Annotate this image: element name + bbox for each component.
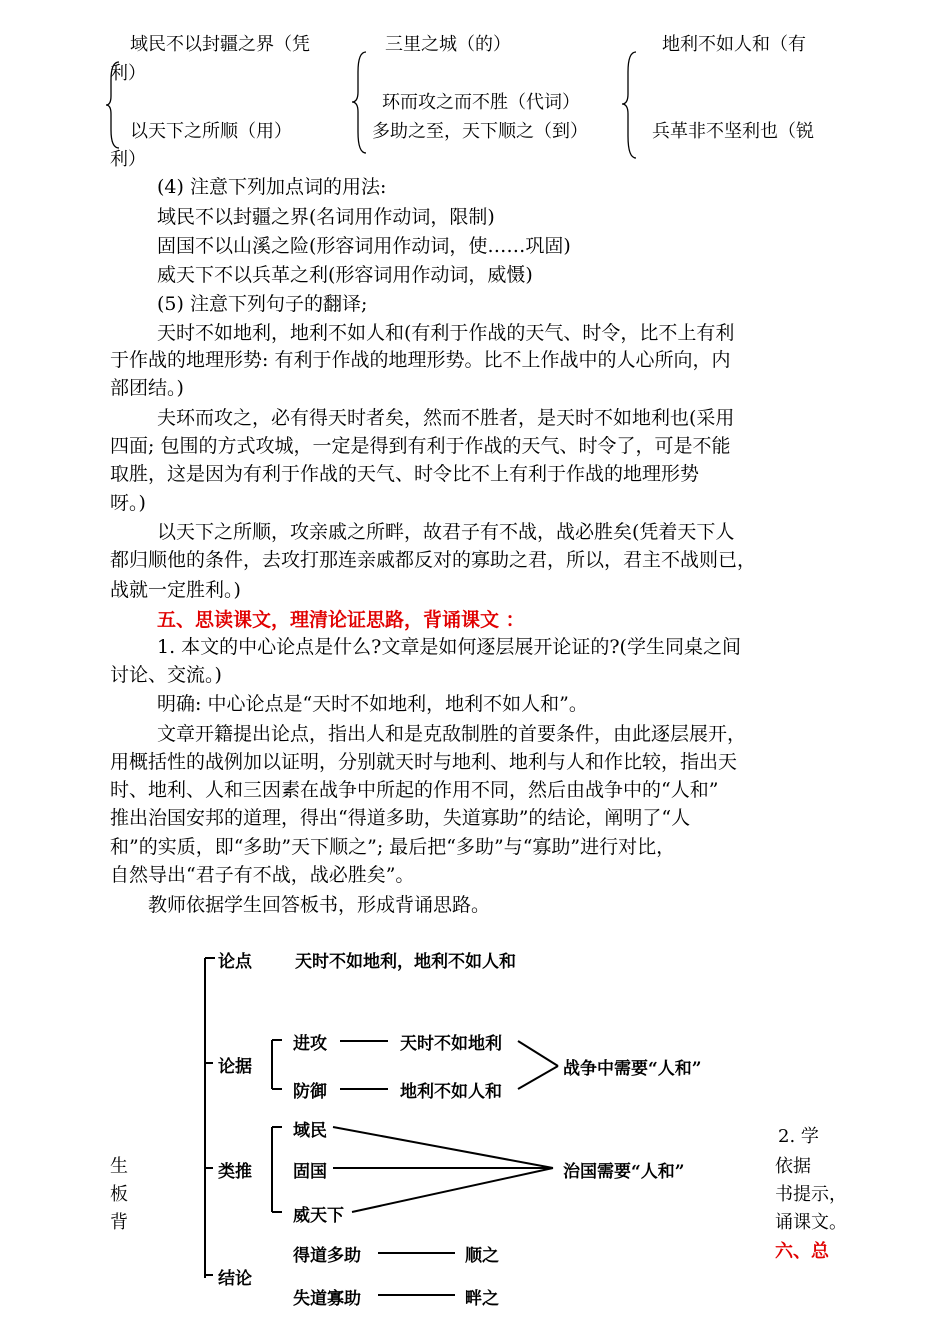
- yumin-label: 域民: [293, 1121, 327, 1141]
- analysis-line-5: 和”的实质，即“多助”天下顺之”; 最后把“多助”与“寡助”进行对比，: [110, 836, 676, 858]
- guguo-label: 固国: [293, 1162, 327, 1182]
- analysis-line-2: 用概括性的战例加以证明，分别就天时与地利、地利与人和作比较，指出天: [110, 751, 738, 773]
- label-thesis: 论点: [218, 952, 252, 972]
- translation-3-line-3: 战就一定胜利。): [110, 579, 241, 601]
- col3-item2: 兵革非不坚利也（锐: [652, 121, 814, 142]
- usage-line-2: 固国不以山溪之险(形容词用作动词，使……巩固): [157, 235, 571, 257]
- question-1-line-2: 讨论、交流。): [110, 664, 222, 686]
- translation-3-line-2: 都归顺他的条件，去攻打那连亲戚都反对的寡助之君，所以，君主不战则已，: [110, 549, 757, 571]
- analysis-line-3: 时、地利、人和三因素在战争中所起的作用不同，然后由战争中的“人和”: [110, 779, 719, 801]
- right-col-line-3: 书提示，: [775, 1184, 847, 1205]
- thesis-text: 天时不如地利，地利不如人和: [295, 952, 516, 972]
- left-col-char-3: 背: [110, 1212, 128, 1233]
- defense-label: 防御: [293, 1082, 327, 1102]
- translation-1-line-1: 天时不如地利，地利不如人和(有利于作战的天气、时令，比不上有利: [157, 322, 735, 344]
- translation-2-line-1: 夫环而攻之，必有得天时者矣，然而不胜者，是天时不如地利也(采用: [157, 407, 735, 429]
- label-evidence: 论据: [218, 1057, 252, 1077]
- answer-central-thesis: 明确: 中心论点是“天时不如地利，地利不如人和”。: [157, 693, 588, 715]
- left-col-char-2: 板: [110, 1184, 128, 1205]
- analysis-line-4: 推出治国安邦的道理，得出“得道多助，失道寡助”的结论，阐明了“人: [110, 807, 691, 829]
- tianshi-text: 天时不如地利: [400, 1034, 502, 1054]
- translation-2-line-3: 取胜，这是因为有利于作战的天气、时令比不上有利于作战的地理形势: [110, 463, 700, 485]
- war-needs-text: 战争中需要“人和”: [563, 1059, 702, 1079]
- analysis-line-1: 文章开籍提出论点，指出人和是克敌制胜的首要条件，由此逐层展开，: [157, 723, 747, 745]
- dili-text: 地利不如人和: [400, 1082, 502, 1102]
- section-five-heading: 五、思读课文，理清论证思路，背诵课文 ：: [157, 609, 525, 631]
- col1-item2: 以天下之所顺（用）: [130, 121, 292, 142]
- right-col-line-1: 2. 学: [778, 1126, 819, 1147]
- teacher-note: 教师依据学生回答板书，形成背诵思路。: [148, 894, 491, 916]
- col2-item3: 多助之至，天下顺之（到）: [372, 121, 588, 142]
- usage-line-1: 域民不以封疆之界(名词用作动词，限制): [157, 206, 495, 228]
- right-col-line-4: 诵课文。: [775, 1212, 847, 1233]
- shun-text: 顺之: [465, 1246, 499, 1266]
- col2-item1: 三里之城（的）: [385, 34, 511, 55]
- weitianxia-label: 威天下: [293, 1206, 344, 1226]
- question-1-line-1: 1. 本文的中心论点是什么?文章是如何逐层展开论证的?(学生同桌之间: [157, 636, 741, 658]
- attack-label: 进攻: [293, 1034, 327, 1054]
- col1-item1: 域民不以封疆之界（凭: [130, 34, 310, 55]
- translation-1-line-2: 于作战的地理形势: 有利于作战的地理形势。比不上作战中的人心所向，内: [110, 349, 731, 371]
- left-col-char-1: 生: [110, 1156, 128, 1177]
- translation-1-line-3: 部团结。): [110, 377, 184, 399]
- label-conclusion: 结论: [218, 1269, 252, 1289]
- section-5-heading: (5) 注意下列句子的翻译;: [157, 293, 368, 315]
- pan-text: 畔之: [465, 1289, 499, 1309]
- label-analogy: 类推: [218, 1162, 252, 1182]
- section-4-heading: (4) 注意下列加点词的用法:: [157, 176, 387, 198]
- col1-item2-cont: 利）: [110, 149, 146, 170]
- col2-item2: 环而攻之而不胜（代词）: [382, 92, 580, 113]
- analysis-line-6: 自然导出“君子有不战，战必胜矣”。: [110, 864, 415, 886]
- shidao-text: 失道寡助: [293, 1289, 361, 1309]
- translation-2-line-2: 四面; 包围的方式攻城，一定是得到有利于作战的天气、时令了，可是不能: [110, 435, 731, 457]
- translation-3-line-1: 以天下之所顺，攻亲戚之所畔，故君子有不战，战必胜矣(凭着天下人: [157, 521, 735, 543]
- dedao-text: 得道多助: [293, 1246, 361, 1266]
- translation-2-line-4: 呀。): [110, 492, 146, 514]
- col1-item1-cont: 利）: [110, 63, 146, 84]
- col3-item1: 地利不如人和（有: [662, 34, 806, 55]
- right-col-section-six: 六、总: [775, 1241, 829, 1262]
- governance-needs-text: 治国需要“人和”: [563, 1162, 685, 1182]
- right-col-line-2: 依据: [775, 1156, 811, 1177]
- usage-line-3: 威天下不以兵革之利(形容词用作动词，威慑): [157, 264, 533, 286]
